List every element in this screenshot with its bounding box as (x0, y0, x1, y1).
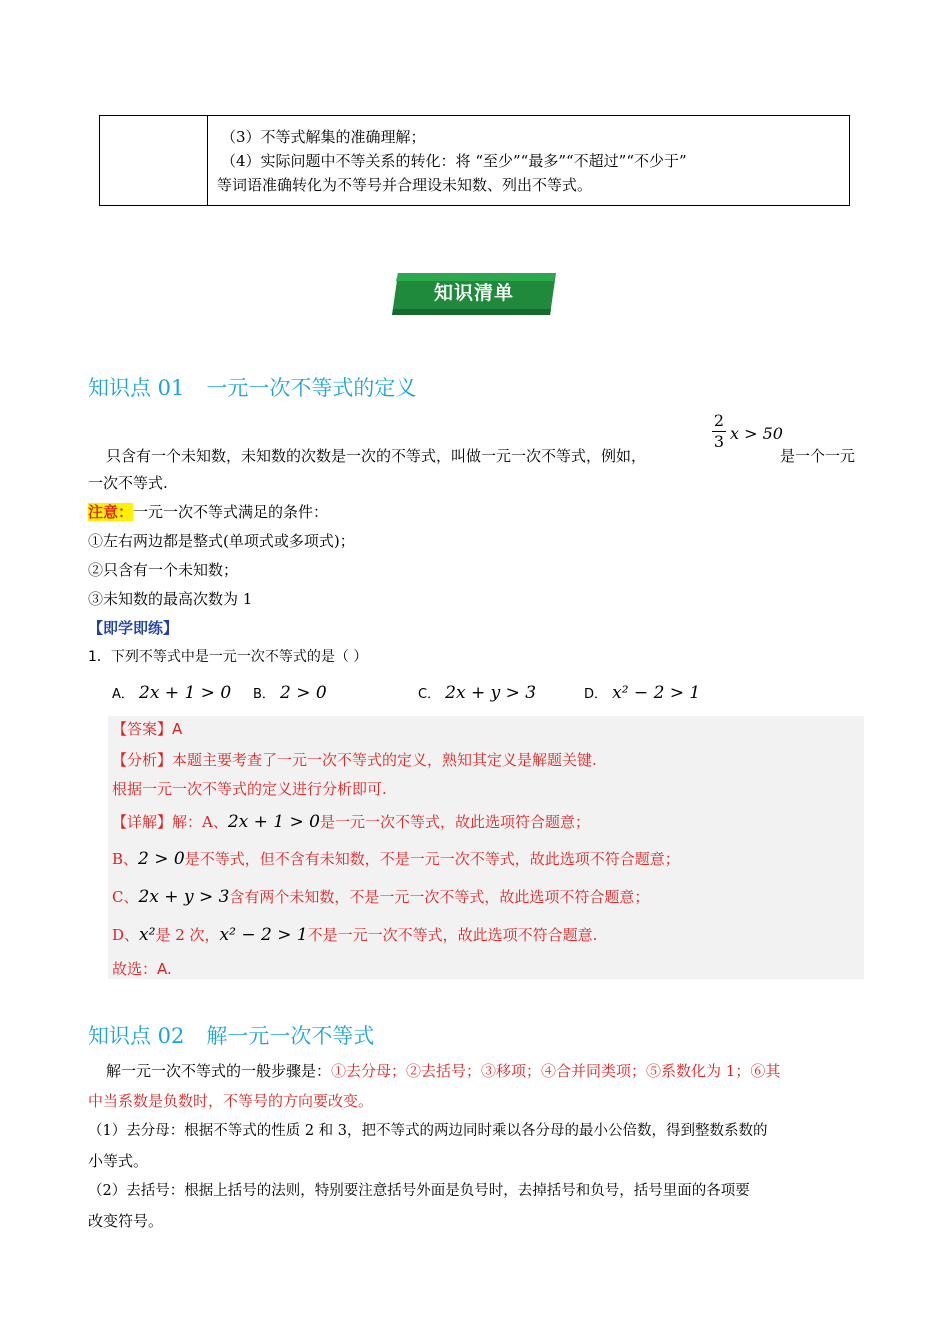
option-letter: D． (584, 687, 608, 702)
section-1-title (88, 372, 416, 402)
example-fraction (712, 412, 726, 451)
option-letter: B． (253, 687, 275, 702)
detail-d-expression-1: x² (139, 925, 156, 945)
step-1-line-1: （1）去分母：根据不等式的性质 2 和 3，把不等式的两边同时乘以各分母的最小公倍数，得到整数系数的 (88, 1123, 768, 1139)
detail-a-expression: 2x + 1 > 0 (227, 812, 320, 832)
option-expression: 2x + y > 3 (445, 683, 537, 703)
detail-d-label: D、 (112, 926, 140, 944)
analysis-line-1: 【分析】本题主要考查了一元一次不等式的定义，熟知其定义是解题关键. (112, 751, 597, 769)
banner-label: 知识清单 (433, 282, 514, 304)
conclusion: 故选：A. (112, 960, 172, 978)
steps-line-1 (106, 1062, 780, 1082)
option-expression: 2x + 1 > 0 (139, 683, 232, 703)
condition-item: ②只含有一个未知数； (88, 561, 239, 579)
step-2-line-1: （2）去括号：根据上括号的法则，特别要注意括号外面是负号时，去掉括号和负号，括号里面的各项要 (88, 1183, 750, 1199)
detail-d-expression-2: x² − 2 > 1 (219, 925, 308, 945)
analysis-line-2: 根据一元一次不等式的定义进行分析即可. (112, 780, 387, 798)
detail-c-label: C、 (112, 888, 139, 906)
table-line-3: （3）不等式解集的准确理解； (221, 128, 426, 146)
note-label: 注意： (88, 503, 134, 521)
answer-line: 【答案】A (112, 720, 183, 738)
question-text: 1．下列不等式中是一元一次不等式的是（ ） (88, 649, 368, 665)
example-expression: x > 50 (730, 424, 783, 443)
section-2-heading: 解一元一次不等式 (206, 1024, 375, 1048)
section-2-number: 知识点 02 (88, 1024, 185, 1048)
steps-list: ①去分母；②去括号；③移项；④合并同类项；⑤系数化为 1；⑥其 (331, 1062, 781, 1080)
detail-b-expression: 2 > 0 (138, 849, 185, 869)
steps-line-2: 中当系数是负数时，不等号的方向要改变。 (88, 1092, 374, 1110)
detail-line-c (112, 886, 649, 908)
section-2-title (88, 1020, 374, 1050)
detail-c-expression: 2x + y > 3 (138, 887, 230, 907)
table-line-4b: 等词语准确转化为不等号并合理设未知数、列出不等式。 (217, 176, 593, 194)
option-letter: A． (112, 687, 134, 702)
table-column-divider (207, 116, 208, 205)
knowledge-list-banner (390, 271, 558, 317)
detail-line-b (112, 848, 680, 870)
detail-a-text: 是一元一次不等式，故此选项符合题意； (319, 813, 590, 831)
detail-b-text: 是不等式，但不含有未知数，不是一元一次不等式，故此选项不符合题意； (184, 850, 680, 868)
detail-d-middle: 是 2 次， (155, 926, 220, 944)
section-1-number: 知识点 01 (88, 376, 185, 400)
section-1-heading: 一元一次不等式的定义 (206, 376, 417, 400)
condition-item: ①左右两边都是整式(单项式或多项式)； (88, 532, 355, 550)
fraction-numerator: 2 (713, 411, 725, 430)
definition-text-end: 一次不等式. (88, 474, 168, 492)
option-a (112, 683, 231, 703)
definition-text-cont: 是一个一元 (780, 447, 856, 465)
option-letter: C． (418, 687, 441, 702)
detail-b-label: B、 (112, 850, 139, 868)
note-line (88, 503, 328, 523)
step-1-line-2: 小等式。 (88, 1152, 149, 1170)
option-b (253, 683, 327, 703)
detail-line-d (112, 924, 597, 946)
option-expression: 2 > 0 (280, 683, 327, 703)
detail-c-text: 含有两个未知数，不是一元一次不等式，故此选项不符合题意； (229, 888, 650, 906)
definition-text: 只含有一个未知数，未知数的次数是一次的不等式，叫做一元一次不等式，例如， (106, 447, 647, 465)
fraction-denominator: 3 (713, 432, 725, 451)
detail-line-a (112, 811, 590, 833)
practice-label: 【即学即练】 (88, 619, 179, 637)
option-c (418, 683, 536, 703)
table-line-4a: （4）实际问题中不等关系的转化：将 “至少”“最多”“不超过”“不少于” (221, 152, 687, 170)
detail-label: 【详解】解：A、 (112, 813, 228, 831)
note-text: 一元一次不等式满足的条件： (133, 503, 329, 521)
condition-item: ③未知数的最高次数为 1 (88, 590, 253, 608)
detail-d-text: 不是一元一次不等式，故此选项不符合题意. (307, 926, 598, 944)
option-d (584, 683, 700, 703)
option-expression: x² − 2 > 1 (612, 683, 701, 703)
step-2-line-2: 改变符号。 (88, 1212, 164, 1230)
steps-intro: 解一元一次不等式的一般步骤是： (106, 1062, 332, 1080)
